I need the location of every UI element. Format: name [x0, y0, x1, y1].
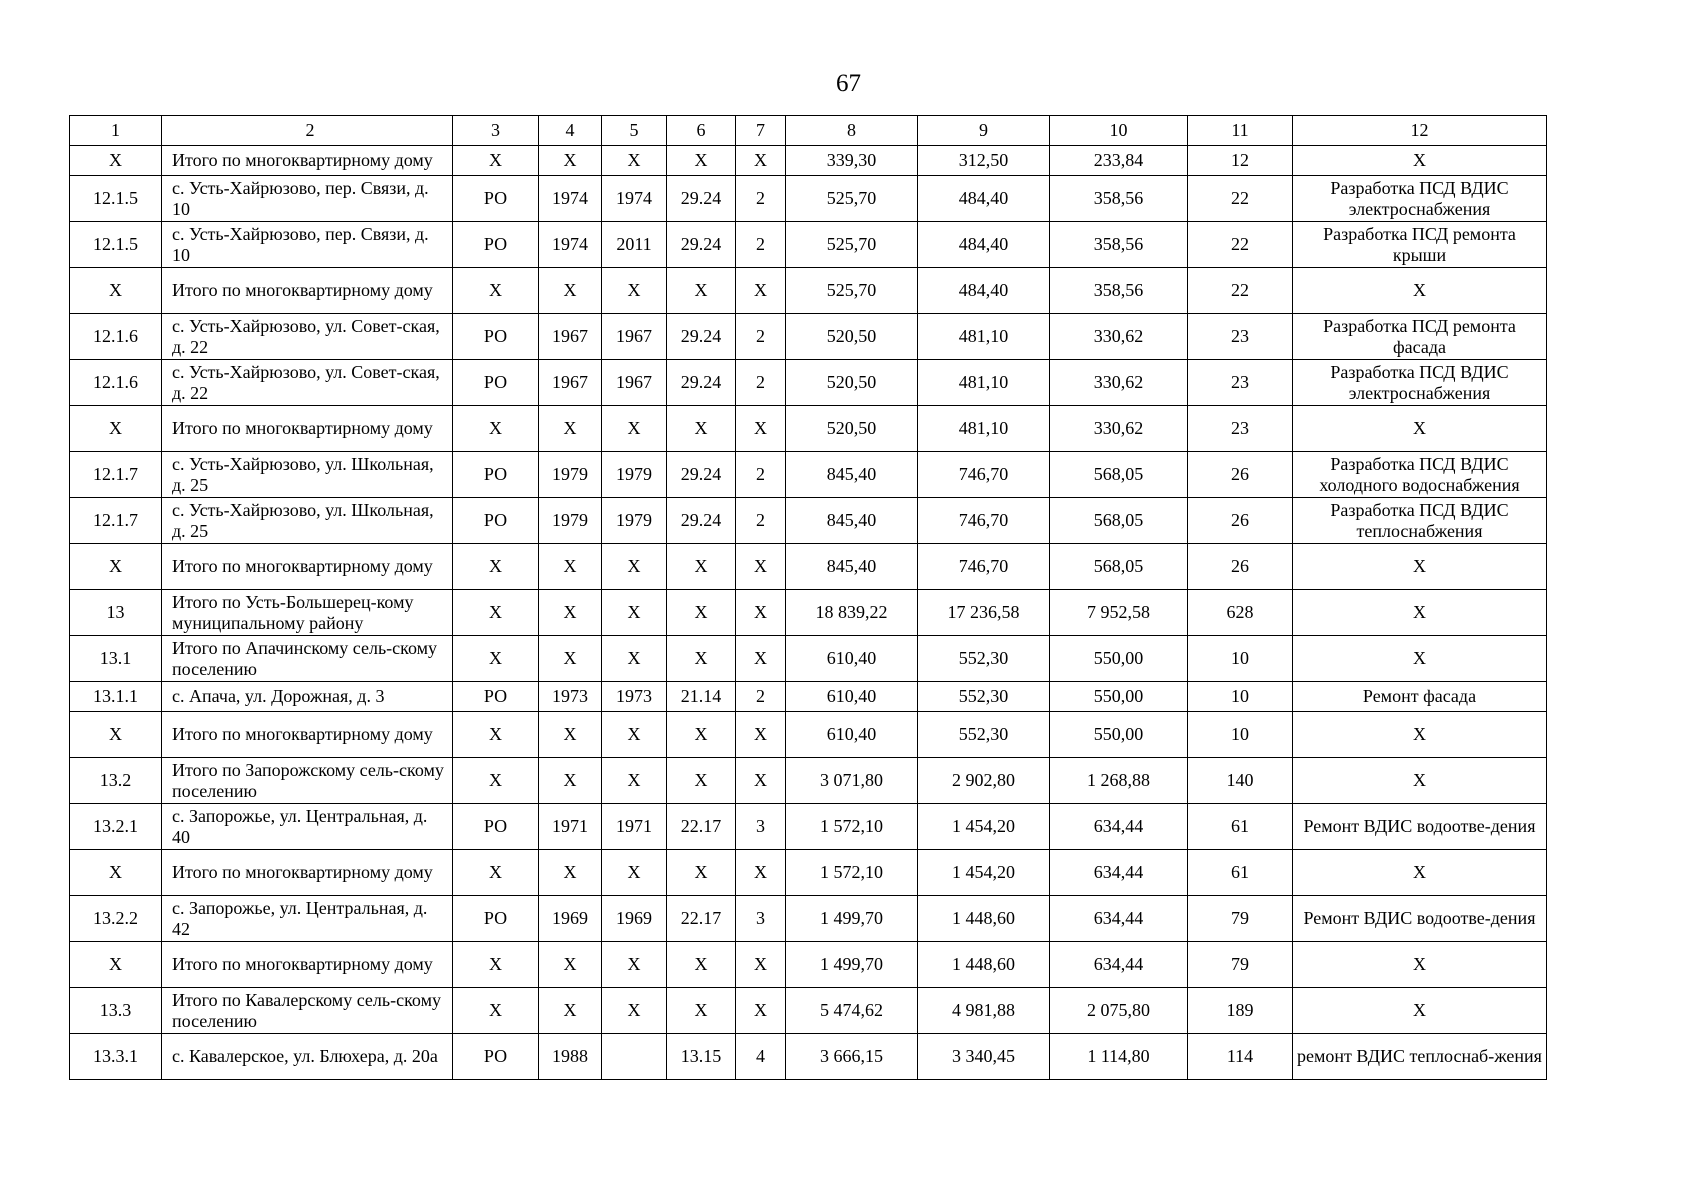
- cell-area-total: 610,40: [786, 682, 918, 712]
- cell-area-residential: 634,44: [1050, 896, 1188, 942]
- cell-work-type: X: [1293, 758, 1547, 804]
- cell-address: с. Усть-Хайрюзово, ул. Совет-ская, д. 22: [162, 360, 453, 406]
- cell-residents: 26: [1188, 452, 1293, 498]
- cell-area-living: 552,30: [918, 712, 1050, 758]
- column-header-residents: 11: [1188, 116, 1293, 146]
- cell-residents: 189: [1188, 988, 1293, 1034]
- cell-area-residential: 233,84: [1050, 146, 1188, 176]
- cell-code: 29.24: [667, 176, 736, 222]
- cell-area-residential: 634,44: [1050, 850, 1188, 896]
- cell-area-total: 339,30: [786, 146, 918, 176]
- cell-residents: 61: [1188, 850, 1293, 896]
- cell-work-type: Ремонт фасада: [1293, 682, 1547, 712]
- cell-work-type: X: [1293, 988, 1547, 1034]
- cell-residents: 61: [1188, 804, 1293, 850]
- table-header-row: [70, 116, 1547, 146]
- cell-area-living: 312,50: [918, 146, 1050, 176]
- data-table: [69, 115, 1547, 1080]
- cell-area-total: 1 572,10: [786, 804, 918, 850]
- table-row: [70, 146, 1547, 176]
- cell-address: Итого по многоквартирному дому: [162, 268, 453, 314]
- cell-year-repair: 1967: [602, 314, 667, 360]
- column-header-type: 3: [453, 116, 539, 146]
- cell-type: X: [453, 758, 539, 804]
- cell-area-total: 520,50: [786, 360, 918, 406]
- cell-area-living: 1 448,60: [918, 942, 1050, 988]
- cell-area-total: 610,40: [786, 636, 918, 682]
- cell-year-built: X: [539, 590, 602, 636]
- cell-number: 12.1.5: [70, 222, 162, 268]
- cell-year-built: X: [539, 406, 602, 452]
- cell-address: Итого по Запорожскому сель-скому поселению: [162, 758, 453, 804]
- cell-year-repair: 1973: [602, 682, 667, 712]
- cell-code: 13.15: [667, 1034, 736, 1080]
- cell-type: РО: [453, 682, 539, 712]
- cell-residents: 26: [1188, 498, 1293, 544]
- cell-area-residential: 568,05: [1050, 498, 1188, 544]
- cell-year-repair: X: [602, 712, 667, 758]
- cell-area-residential: 550,00: [1050, 636, 1188, 682]
- cell-area-total: 525,70: [786, 222, 918, 268]
- cell-residents: 140: [1188, 758, 1293, 804]
- cell-year-repair: X: [602, 942, 667, 988]
- cell-type: X: [453, 636, 539, 682]
- cell-area-living: 484,40: [918, 222, 1050, 268]
- cell-area-residential: 330,62: [1050, 360, 1188, 406]
- cell-area-residential: 568,05: [1050, 452, 1188, 498]
- cell-type: РО: [453, 314, 539, 360]
- cell-work-type: X: [1293, 636, 1547, 682]
- cell-code: X: [667, 636, 736, 682]
- cell-area-residential: 330,62: [1050, 406, 1188, 452]
- table-row: [70, 942, 1547, 988]
- cell-number: 12.1.6: [70, 314, 162, 360]
- cell-address: Итого по многоквартирному дому: [162, 712, 453, 758]
- cell-area-residential: 1 114,80: [1050, 1034, 1188, 1080]
- cell-number: 13.3.1: [70, 1034, 162, 1080]
- cell-number: X: [70, 268, 162, 314]
- cell-year-repair: X: [602, 758, 667, 804]
- cell-year-built: X: [539, 712, 602, 758]
- cell-code: 29.24: [667, 360, 736, 406]
- cell-area-total: 520,50: [786, 314, 918, 360]
- column-header-work-type: 12: [1293, 116, 1547, 146]
- column-header-area-total: 8: [786, 116, 918, 146]
- cell-area-total: 525,70: [786, 268, 918, 314]
- cell-number: 12.1.6: [70, 360, 162, 406]
- cell-year-built: X: [539, 268, 602, 314]
- table-row: [70, 988, 1547, 1034]
- cell-year-built: X: [539, 942, 602, 988]
- cell-code: 22.17: [667, 804, 736, 850]
- cell-type: X: [453, 544, 539, 590]
- cell-year-repair: X: [602, 636, 667, 682]
- cell-number: 12.1.7: [70, 452, 162, 498]
- cell-area-living: 481,10: [918, 360, 1050, 406]
- cell-residents: 628: [1188, 590, 1293, 636]
- column-header-year-built: 4: [539, 116, 602, 146]
- cell-area-living: 481,10: [918, 406, 1050, 452]
- cell-type: X: [453, 712, 539, 758]
- cell-year-repair: 1971: [602, 804, 667, 850]
- cell-number: 13.2.1: [70, 804, 162, 850]
- cell-year-built: 1969: [539, 896, 602, 942]
- cell-code: X: [667, 942, 736, 988]
- cell-residents: 10: [1188, 636, 1293, 682]
- cell-year-repair: X: [602, 544, 667, 590]
- cell-address: с. Апача, ул. Дорожная, д. 3: [162, 682, 453, 712]
- table-row: [70, 452, 1547, 498]
- cell-year-repair: X: [602, 406, 667, 452]
- table-row: [70, 1034, 1547, 1080]
- cell-type: РО: [453, 360, 539, 406]
- cell-type: РО: [453, 498, 539, 544]
- cell-area-residential: 330,62: [1050, 314, 1188, 360]
- cell-area-living: 552,30: [918, 636, 1050, 682]
- cell-work-type: X: [1293, 406, 1547, 452]
- cell-number: 13.2.2: [70, 896, 162, 942]
- table-row: [70, 682, 1547, 712]
- table-row: [70, 758, 1547, 804]
- cell-year-built: X: [539, 636, 602, 682]
- table-row: [70, 850, 1547, 896]
- cell-area-living: 746,70: [918, 452, 1050, 498]
- cell-area-residential: 1 268,88: [1050, 758, 1188, 804]
- column-header-number: 1: [70, 116, 162, 146]
- table-row: [70, 636, 1547, 682]
- cell-residents: 79: [1188, 896, 1293, 942]
- cell-floors: X: [736, 406, 786, 452]
- cell-work-type: ремонт ВДИС теплоснаб-жения: [1293, 1034, 1547, 1080]
- cell-floors: 2: [736, 452, 786, 498]
- cell-type: РО: [453, 452, 539, 498]
- cell-residents: 26: [1188, 544, 1293, 590]
- cell-address: с. Усть-Хайрюзово, ул. Школьная, д. 25: [162, 452, 453, 498]
- cell-number: 13: [70, 590, 162, 636]
- cell-number: 12.1.7: [70, 498, 162, 544]
- table-row: [70, 712, 1547, 758]
- cell-type: X: [453, 988, 539, 1034]
- cell-address: Итого по многоквартирному дому: [162, 942, 453, 988]
- cell-year-repair: X: [602, 988, 667, 1034]
- cell-type: РО: [453, 1034, 539, 1080]
- cell-area-living: 1 454,20: [918, 850, 1050, 896]
- cell-address: с. Запорожье, ул. Центральная, д. 42: [162, 896, 453, 942]
- cell-area-total: 845,40: [786, 498, 918, 544]
- cell-area-total: 18 839,22: [786, 590, 918, 636]
- table-row: [70, 498, 1547, 544]
- cell-area-residential: 358,56: [1050, 268, 1188, 314]
- cell-code: X: [667, 590, 736, 636]
- cell-area-total: 520,50: [786, 406, 918, 452]
- cell-year-repair: 1969: [602, 896, 667, 942]
- cell-work-type: Ремонт ВДИС водоотве-дения: [1293, 896, 1547, 942]
- cell-work-type: Разработка ПСД ВДИС электроснабжения: [1293, 360, 1547, 406]
- cell-number: X: [70, 544, 162, 590]
- cell-floors: X: [736, 850, 786, 896]
- cell-work-type: Разработка ПСД ВДИС холодного водоснабжения: [1293, 452, 1547, 498]
- cell-area-total: 1 499,70: [786, 896, 918, 942]
- cell-work-type: X: [1293, 544, 1547, 590]
- cell-work-type: Разработка ПСД ВДИС теплоснабжения: [1293, 498, 1547, 544]
- cell-code: X: [667, 146, 736, 176]
- table-row: [70, 222, 1547, 268]
- table-row: [70, 544, 1547, 590]
- cell-year-repair: 1967: [602, 360, 667, 406]
- cell-area-living: 552,30: [918, 682, 1050, 712]
- cell-number: X: [70, 942, 162, 988]
- cell-number: X: [70, 406, 162, 452]
- cell-year-built: 1971: [539, 804, 602, 850]
- column-header-address: 2: [162, 116, 453, 146]
- cell-floors: 2: [736, 682, 786, 712]
- cell-address: с. Усть-Хайрюзово, ул. Совет-ская, д. 22: [162, 314, 453, 360]
- cell-area-total: 3 666,15: [786, 1034, 918, 1080]
- cell-year-repair: [602, 1034, 667, 1080]
- cell-year-built: 1974: [539, 176, 602, 222]
- cell-area-residential: 2 075,80: [1050, 988, 1188, 1034]
- cell-year-repair: 2011: [602, 222, 667, 268]
- cell-year-repair: X: [602, 590, 667, 636]
- cell-work-type: X: [1293, 942, 1547, 988]
- cell-number: 13.1.1: [70, 682, 162, 712]
- cell-address: Итого по Усть-Большерец-кому муниципальному району: [162, 590, 453, 636]
- cell-address: с. Усть-Хайрюзово, пер. Связи, д. 10: [162, 176, 453, 222]
- table-row: [70, 176, 1547, 222]
- cell-year-built: 1979: [539, 452, 602, 498]
- cell-year-built: 1988: [539, 1034, 602, 1080]
- cell-type: РО: [453, 222, 539, 268]
- column-header-area-residential: 10: [1050, 116, 1188, 146]
- cell-residents: 79: [1188, 942, 1293, 988]
- cell-year-built: 1967: [539, 314, 602, 360]
- cell-area-total: 525,70: [786, 176, 918, 222]
- cell-area-living: 481,10: [918, 314, 1050, 360]
- cell-address: с. Кавалерское, ул. Блюхера, д. 20а: [162, 1034, 453, 1080]
- cell-work-type: Разработка ПСД ремонта фасада: [1293, 314, 1547, 360]
- cell-floors: X: [736, 988, 786, 1034]
- cell-area-total: 1 572,10: [786, 850, 918, 896]
- cell-code: 29.24: [667, 314, 736, 360]
- cell-code: 29.24: [667, 222, 736, 268]
- cell-work-type: X: [1293, 268, 1547, 314]
- cell-area-residential: 550,00: [1050, 682, 1188, 712]
- cell-area-living: 3 340,45: [918, 1034, 1050, 1080]
- cell-address: Итого по Кавалерскому сель-скому поселению: [162, 988, 453, 1034]
- cell-floors: 2: [736, 176, 786, 222]
- cell-floors: X: [736, 712, 786, 758]
- cell-number: X: [70, 712, 162, 758]
- cell-type: РО: [453, 804, 539, 850]
- cell-work-type: Ремонт ВДИС водоотве-дения: [1293, 804, 1547, 850]
- cell-code: 29.24: [667, 452, 736, 498]
- cell-code: 29.24: [667, 498, 736, 544]
- cell-type: X: [453, 942, 539, 988]
- cell-work-type: Разработка ПСД ремонта крыши: [1293, 222, 1547, 268]
- table-row: [70, 590, 1547, 636]
- cell-number: X: [70, 850, 162, 896]
- cell-work-type: X: [1293, 850, 1547, 896]
- cell-code: X: [667, 544, 736, 590]
- cell-type: X: [453, 850, 539, 896]
- cell-code: 22.17: [667, 896, 736, 942]
- cell-area-total: 1 499,70: [786, 942, 918, 988]
- table-row: [70, 360, 1547, 406]
- cell-area-residential: 568,05: [1050, 544, 1188, 590]
- cell-floors: 2: [736, 498, 786, 544]
- cell-code: X: [667, 712, 736, 758]
- cell-residents: 22: [1188, 176, 1293, 222]
- table-row: [70, 804, 1547, 850]
- cell-area-living: 484,40: [918, 268, 1050, 314]
- cell-number: 12.1.5: [70, 176, 162, 222]
- column-header-code: 6: [667, 116, 736, 146]
- cell-year-repair: X: [602, 146, 667, 176]
- cell-residents: 10: [1188, 712, 1293, 758]
- cell-year-built: 1967: [539, 360, 602, 406]
- cell-address: Итого по многоквартирному дому: [162, 406, 453, 452]
- cell-residents: 23: [1188, 406, 1293, 452]
- cell-code: X: [667, 268, 736, 314]
- cell-type: РО: [453, 176, 539, 222]
- cell-residents: 12: [1188, 146, 1293, 176]
- cell-area-residential: 634,44: [1050, 942, 1188, 988]
- cell-work-type: X: [1293, 146, 1547, 176]
- cell-address: Итого по многоквартирному дому: [162, 850, 453, 896]
- cell-residents: 22: [1188, 222, 1293, 268]
- cell-year-built: 1973: [539, 682, 602, 712]
- cell-year-built: X: [539, 758, 602, 804]
- cell-code: X: [667, 850, 736, 896]
- cell-type: X: [453, 146, 539, 176]
- cell-floors: 2: [736, 360, 786, 406]
- cell-residents: 10: [1188, 682, 1293, 712]
- cell-work-type: X: [1293, 590, 1547, 636]
- column-header-year-repair: 5: [602, 116, 667, 146]
- cell-area-living: 1 448,60: [918, 896, 1050, 942]
- cell-floors: 3: [736, 896, 786, 942]
- page-number: 67: [836, 70, 861, 97]
- cell-floors: X: [736, 942, 786, 988]
- cell-code: X: [667, 988, 736, 1034]
- cell-area-living: 2 902,80: [918, 758, 1050, 804]
- cell-type: X: [453, 590, 539, 636]
- cell-area-living: 746,70: [918, 498, 1050, 544]
- cell-area-living: 17 236,58: [918, 590, 1050, 636]
- cell-code: X: [667, 758, 736, 804]
- table-row: [70, 896, 1547, 942]
- cell-area-living: 484,40: [918, 176, 1050, 222]
- cell-floors: X: [736, 544, 786, 590]
- cell-floors: 2: [736, 222, 786, 268]
- cell-year-built: X: [539, 850, 602, 896]
- cell-address: Итого по многоквартирному дому: [162, 544, 453, 590]
- table-row: [70, 268, 1547, 314]
- table-row: [70, 314, 1547, 360]
- cell-address: Итого по Апачинскому сель-скому поселению: [162, 636, 453, 682]
- cell-residents: 114: [1188, 1034, 1293, 1080]
- cell-number: 13.2: [70, 758, 162, 804]
- cell-address: с. Запорожье, ул. Центральная, д. 40: [162, 804, 453, 850]
- cell-floors: X: [736, 636, 786, 682]
- cell-year-built: X: [539, 988, 602, 1034]
- cell-area-total: 610,40: [786, 712, 918, 758]
- cell-area-living: 746,70: [918, 544, 1050, 590]
- cell-area-residential: 550,00: [1050, 712, 1188, 758]
- cell-code: X: [667, 406, 736, 452]
- cell-area-living: 1 454,20: [918, 804, 1050, 850]
- cell-area-residential: 634,44: [1050, 804, 1188, 850]
- cell-year-built: X: [539, 544, 602, 590]
- cell-number: 13.3: [70, 988, 162, 1034]
- cell-residents: 23: [1188, 360, 1293, 406]
- cell-type: РО: [453, 896, 539, 942]
- cell-address: с. Усть-Хайрюзово, ул. Школьная, д. 25: [162, 498, 453, 544]
- cell-year-built: 1979: [539, 498, 602, 544]
- cell-year-built: 1974: [539, 222, 602, 268]
- cell-year-repair: 1974: [602, 176, 667, 222]
- cell-floors: 4: [736, 1034, 786, 1080]
- cell-year-repair: 1979: [602, 498, 667, 544]
- cell-type: X: [453, 268, 539, 314]
- cell-area-total: 845,40: [786, 544, 918, 590]
- cell-area-living: 4 981,88: [918, 988, 1050, 1034]
- cell-year-repair: 1979: [602, 452, 667, 498]
- cell-work-type: X: [1293, 712, 1547, 758]
- cell-number: 13.1: [70, 636, 162, 682]
- cell-address: Итого по многоквартирному дому: [162, 146, 453, 176]
- cell-address: с. Усть-Хайрюзово, пер. Связи, д. 10: [162, 222, 453, 268]
- cell-work-type: Разработка ПСД ВДИС электроснабжения: [1293, 176, 1547, 222]
- cell-number: X: [70, 146, 162, 176]
- cell-area-total: 845,40: [786, 452, 918, 498]
- cell-floors: 3: [736, 804, 786, 850]
- cell-area-residential: 358,56: [1050, 222, 1188, 268]
- cell-residents: 23: [1188, 314, 1293, 360]
- cell-type: X: [453, 406, 539, 452]
- column-header-area-living: 9: [918, 116, 1050, 146]
- table-row: [70, 406, 1547, 452]
- column-header-floors: 7: [736, 116, 786, 146]
- cell-year-repair: X: [602, 268, 667, 314]
- cell-floors: X: [736, 268, 786, 314]
- cell-year-repair: X: [602, 850, 667, 896]
- cell-floors: X: [736, 590, 786, 636]
- cell-area-total: 3 071,80: [786, 758, 918, 804]
- cell-floors: X: [736, 146, 786, 176]
- cell-code: 21.14: [667, 682, 736, 712]
- cell-area-residential: 7 952,58: [1050, 590, 1188, 636]
- cell-area-residential: 358,56: [1050, 176, 1188, 222]
- cell-floors: X: [736, 758, 786, 804]
- cell-residents: 22: [1188, 268, 1293, 314]
- cell-area-total: 5 474,62: [786, 988, 918, 1034]
- cell-year-built: X: [539, 146, 602, 176]
- cell-floors: 2: [736, 314, 786, 360]
